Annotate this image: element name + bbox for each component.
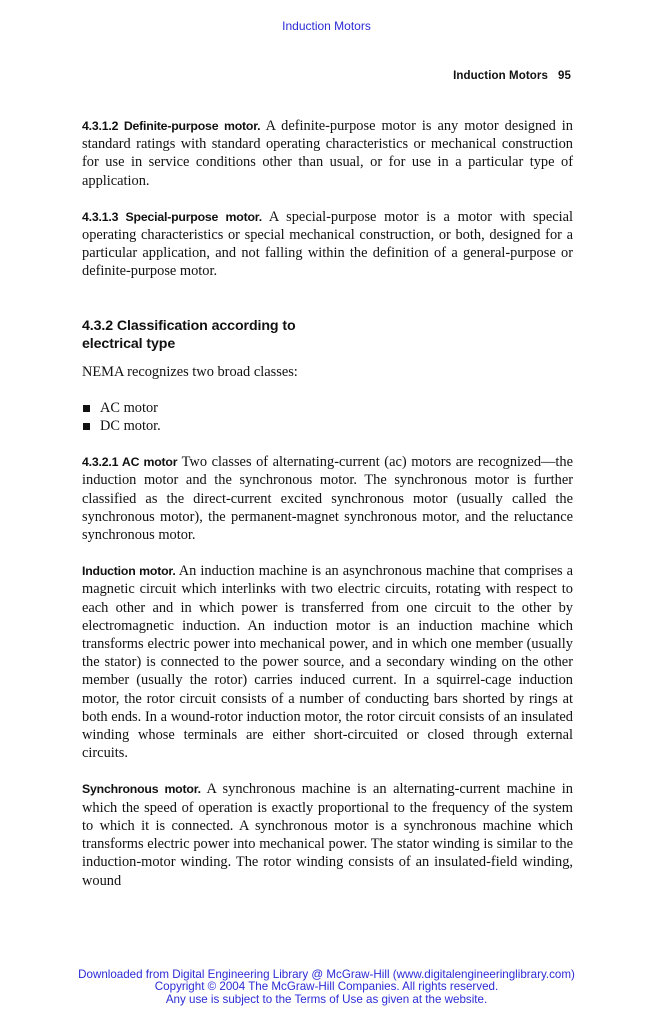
list-item (82, 399, 573, 417)
classification-heading (82, 317, 573, 353)
ac-motor-text: Two classes of alternating-current (ac) motors are recognized—the induction motor and the synchronous motor. The synchronous motor is further classified as the direct-current excited synchronous motor (usually called the synchronous motor), the permanent-magnet synchronous motor, and the reluctance synchronous motor. (82, 454, 573, 544)
footer (0, 969, 653, 1006)
definite-purpose-text: A definite-purpose motor is any motor designed in standard ratings with standard operating characteristics or mechanical construction for use in service conditions other than usual, or for use in a particular type of application. (82, 118, 573, 189)
induction-motor-text: An induction machine is an asynchronous machine that comprises a magnetic circuit which interlinks with two electric circuits, rotating with respect to each other and in which power is transferred from one circuit to the other by electromagnetic induction. An induction motor is an induction machine which transforms electric power into mechanical power, and in which one member (usually the stator) is connected to the power source, and a secondary winding on the other member (usually the rotor) carries induced current. In a squirrel-cage induction motor, the rotor circuit consists of a number of conducting bars shorted by rings at both ends. In a wound-rotor induction motor, the rotor circuit consists of an insulated winding whose terminals are either short-circuited or closed through external circuits. (82, 563, 573, 762)
footer-terms-link[interactable]: Any use is subject to the Terms of Use as given at the website. (165, 992, 488, 1006)
running-head (453, 70, 571, 82)
list-item-text: AC motor (100, 399, 158, 416)
classification-intro: NEMA recognizes two broad classes: (82, 363, 298, 380)
classification-list (82, 399, 573, 435)
induction-motor-paragraph (82, 562, 573, 762)
list-item-text: DC motor. (100, 418, 161, 435)
definite-purpose-lead: 4.3.1.2 Definite-purpose motor. (82, 119, 261, 133)
footer-download-link[interactable]: Downloaded from Digital Engineering Library @ McGraw-Hill (www.digitalengineeringlibrary.com) (78, 968, 575, 981)
ac-motor-lead: 4.3.2.1 AC motor (82, 455, 178, 470)
classification-heading-line1: 4.3.2 Classification according to (82, 317, 296, 334)
special-purpose-paragraph (82, 208, 573, 281)
page-body (82, 117, 573, 890)
bullet-square-icon (83, 405, 90, 412)
special-purpose-lead: 4.3.1.3 Special-purpose motor. (82, 209, 262, 224)
top-title-link[interactable]: Induction Motors (282, 19, 371, 33)
induction-motor-lead: Induction motor. (82, 564, 176, 579)
page-number: 95 (558, 70, 571, 82)
special-purpose-text: A special-purpose motor is a motor with special operating characteristics or special mechanical construction, or both, designed for a particular application, and not falling within the definition of a general-purpose or definite-purpose motor. (82, 208, 573, 280)
running-head-title: Induction Motors (453, 70, 548, 82)
footer-copyright[interactable]: Copyright © 2004 The McGraw-Hill Companies. All rights reserved. (154, 980, 499, 994)
synchronous-motor-paragraph (82, 780, 573, 889)
list-item (82, 417, 573, 435)
definite-purpose-paragraph (82, 117, 573, 190)
synchronous-motor-text: A synchronous machine is an alternating-current machine in which the speed of operation is exactly proportional to the frequency of the system to which it is connected. A synchronous motor is a synchronous machine which transforms electric power into mechanical power. The stator winding is similar to the induction-motor winding. The rotor winding consists of an insulated-field winding, wound (82, 781, 573, 889)
ac-motor-paragraph (82, 453, 573, 544)
classification-heading-line2: electrical type (82, 335, 176, 352)
synchronous-motor-lead: Synchronous motor. (82, 782, 201, 797)
bullet-square-icon (83, 423, 90, 430)
